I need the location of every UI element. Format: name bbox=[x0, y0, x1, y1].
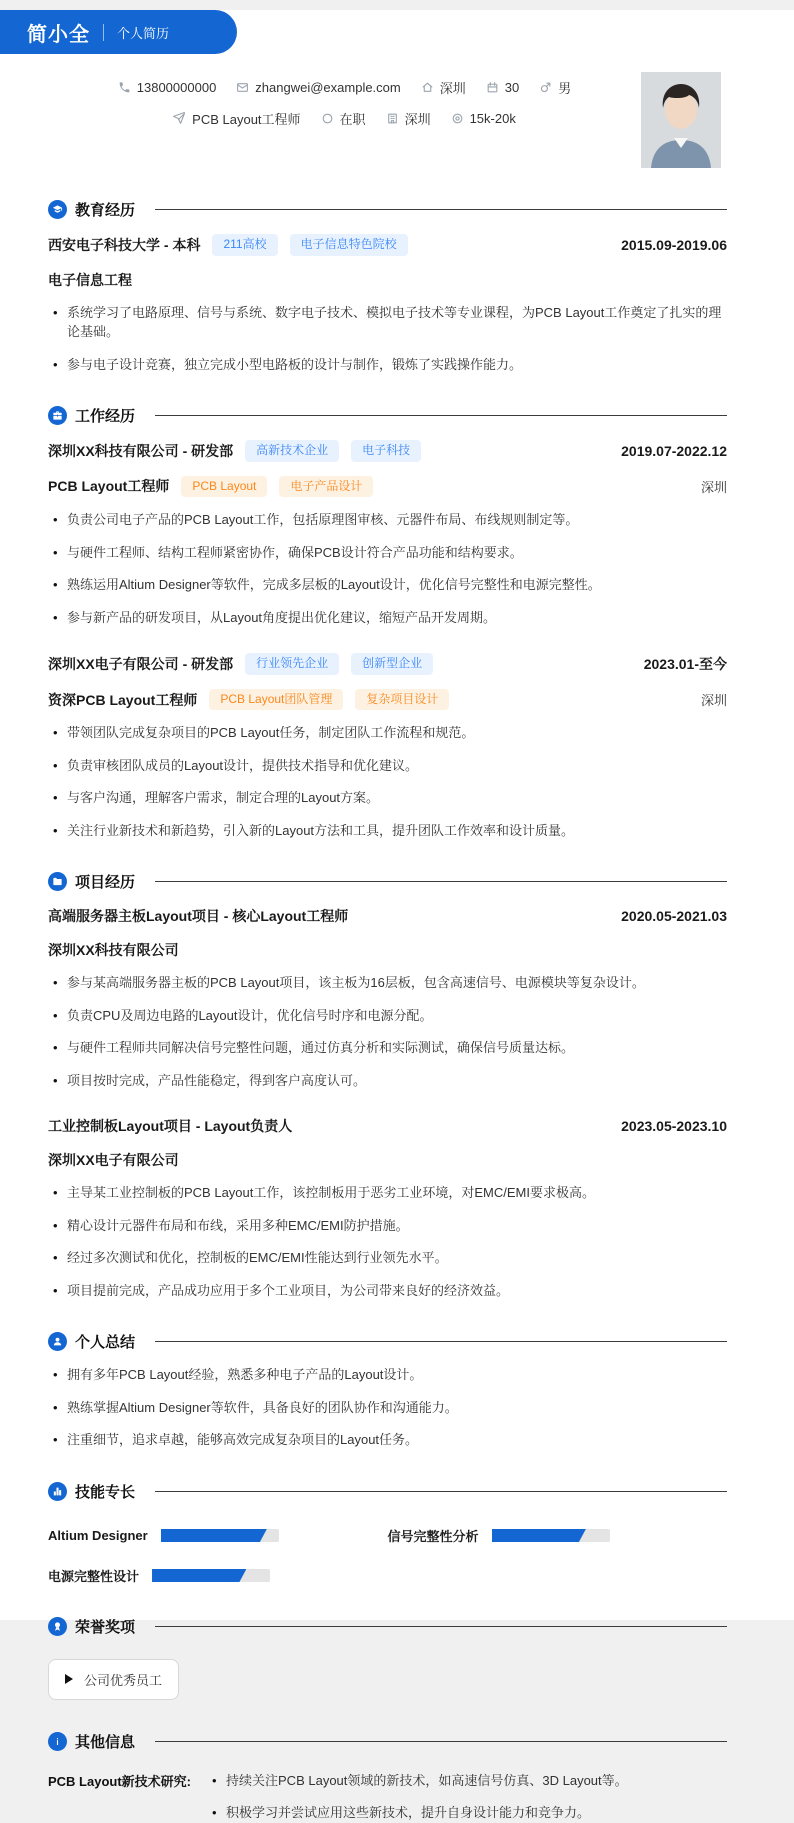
male-icon bbox=[539, 81, 552, 94]
entry-title: 深圳XX电子有限公司 - 研发部 bbox=[48, 656, 234, 673]
section-skills bbox=[48, 1481, 727, 1585]
bullet-item: • 持续关注PCB Layout领域的新技术，如高速信号仿真、3D Layout等。 bbox=[207, 1771, 727, 1791]
phone-icon bbox=[118, 81, 131, 94]
entry-title: 深圳XX科技有限公司 - 研发部 bbox=[48, 442, 234, 459]
section-title: 个人总结 bbox=[75, 1334, 136, 1352]
honor-chip[interactable] bbox=[48, 1659, 179, 1700]
tag-blue: 创新型企业 bbox=[351, 653, 433, 675]
skill-bar-fill bbox=[161, 1529, 267, 1542]
entry-subtitle-row bbox=[48, 1150, 727, 1170]
entry-subtitle-group bbox=[48, 689, 449, 711]
entry-title-group bbox=[48, 1116, 292, 1136]
bullet-item: • 与硬件工程师、结构工程师紧密协作，确保PCB设计符合产品功能和结构要求。 bbox=[48, 543, 727, 563]
entry bbox=[48, 234, 727, 374]
home-icon bbox=[421, 81, 434, 94]
contact-info bbox=[48, 72, 641, 128]
skill-name: Altium Designer bbox=[48, 1527, 148, 1543]
entry bbox=[48, 653, 727, 840]
chips-row bbox=[48, 1659, 727, 1700]
contact-text: 男 bbox=[558, 81, 572, 96]
labeled-item bbox=[48, 1758, 727, 1823]
entry-subtitle-group bbox=[48, 476, 373, 498]
entry-subtitle-group bbox=[48, 940, 179, 960]
bullet-item: • 熟练掌握Altium Designer等软件，具备良好的团队协作和沟通能力。 bbox=[48, 1398, 727, 1418]
bullet-item: • 与硬件工程师共同解决信号完整性问题，通过仿真分析和实际测试，确保信号质量达标。 bbox=[48, 1038, 727, 1058]
send-icon bbox=[173, 112, 186, 125]
status-icon bbox=[321, 112, 334, 125]
contact-item-home bbox=[421, 78, 466, 97]
entry-subtitle-row bbox=[48, 689, 727, 711]
bullet-list bbox=[48, 1365, 727, 1450]
entry-date: 2023.01-至今 bbox=[643, 656, 727, 673]
bullet-item: • 负责CPU及周边电路的Layout设计，优化信号时序和电源分配。 bbox=[48, 1006, 727, 1026]
contact-item-send bbox=[173, 109, 300, 128]
section-header bbox=[48, 1616, 727, 1637]
entry-subtitle: 深圳XX科技有限公司 bbox=[48, 942, 179, 959]
entry-title-group bbox=[48, 234, 408, 256]
briefcase-icon bbox=[48, 406, 67, 425]
bullet-item: • 负责审核团队成员的Layout设计，提供技术指导和优化建议。 bbox=[48, 756, 727, 776]
section-rule bbox=[155, 1491, 727, 1492]
entry-subtitle: PCB Layout工程师 bbox=[48, 478, 170, 495]
resume-page bbox=[0, 10, 794, 1821]
section-rule bbox=[155, 209, 727, 210]
entry-title: 高端服务器主板Layout项目 - 核心Layout工程师 bbox=[48, 908, 349, 925]
entry-title-row bbox=[48, 1116, 727, 1136]
bullet-item: • 参与新产品的研发项目，从Layout角度提出优化建议，缩短产品开发周期。 bbox=[48, 608, 727, 628]
bullet-list bbox=[48, 303, 727, 375]
entry-location: 深圳 bbox=[700, 693, 727, 709]
entry-title-group bbox=[48, 906, 348, 926]
profile-photo bbox=[641, 72, 721, 168]
avatar bbox=[641, 72, 721, 168]
folder-icon bbox=[48, 872, 67, 891]
bullet-item: • 精心设计元器件布局和布线，采用多种EMC/EMI防护措施。 bbox=[48, 1216, 727, 1236]
bullet-item: • 系统学习了电路原理、信号与系统、数字电子技术、模拟电子技术等专业课程，为PCB Layout工作奠定了扎实的理论基础。 bbox=[48, 303, 727, 342]
entry-subtitle-row bbox=[48, 270, 727, 290]
bullet-list bbox=[48, 973, 727, 1090]
section-projects bbox=[48, 871, 727, 1300]
entry-title-row bbox=[48, 653, 727, 675]
entry-title: 西安电子科技大学 - 本科 bbox=[48, 236, 201, 253]
section-education bbox=[48, 199, 727, 374]
tag-orange: PCB Layout团队管理 bbox=[209, 689, 343, 711]
contact-row-2 bbox=[173, 109, 516, 128]
section-header bbox=[48, 405, 727, 426]
user-icon bbox=[48, 1332, 67, 1351]
skill-row bbox=[48, 1566, 388, 1585]
section-title: 其他信息 bbox=[75, 1733, 136, 1751]
contact-text: PCB Layout工程师 bbox=[192, 112, 301, 127]
entry-title-row bbox=[48, 440, 727, 462]
section-header bbox=[48, 1731, 727, 1752]
header-ribbon bbox=[0, 10, 237, 54]
contact-row-1 bbox=[118, 78, 571, 97]
entry-subtitle: 深圳XX电子有限公司 bbox=[48, 1152, 179, 1169]
contact-text: 13800000000 bbox=[136, 80, 217, 95]
section-title: 工作经历 bbox=[75, 408, 136, 426]
bullet-item: • 主导某工业控制板的PCB Layout工作，该控制板用于恶劣工业环境，对EMC/EMI要求极高。 bbox=[48, 1183, 727, 1203]
chip-label: 公司优秀员工 bbox=[84, 1672, 163, 1688]
skill-row bbox=[388, 1526, 728, 1545]
entry-date: 2023.05-2023.10 bbox=[621, 1118, 727, 1135]
brand-name: 简小全 bbox=[27, 23, 90, 46]
contact-text: 在职 bbox=[339, 112, 366, 127]
bullet-item: • 参与电子设计竞赛，独立完成小型电路板的设计与制作，锻炼了实践操作能力。 bbox=[48, 355, 727, 375]
contact-text: zhangwei@example.com bbox=[255, 80, 401, 95]
section-title: 荣誉奖项 bbox=[75, 1618, 136, 1636]
contact-text: 深圳 bbox=[439, 81, 466, 96]
contact-item-calendar bbox=[486, 80, 519, 95]
skill-name: 电源完整性设计 bbox=[48, 1568, 140, 1584]
tag-blue: 211高校 bbox=[212, 234, 277, 256]
calendar-icon bbox=[486, 81, 499, 94]
entry-title: 工业控制板Layout项目 - Layout负责人 bbox=[48, 1118, 293, 1135]
entry bbox=[48, 440, 727, 627]
graduation-cap-icon bbox=[48, 200, 67, 219]
section-header bbox=[48, 871, 727, 892]
bullet-list bbox=[48, 1183, 727, 1300]
section-work bbox=[48, 405, 727, 840]
section-title: 项目经历 bbox=[75, 874, 136, 892]
bullet-item: • 熟练运用Altium Designer等软件，完成多层板的Layout设计，优化信号完整性和电源完整性。 bbox=[48, 575, 727, 595]
section-rule bbox=[155, 1341, 727, 1342]
entry-subtitle-row bbox=[48, 476, 727, 498]
tag-orange: PCB Layout bbox=[181, 476, 267, 498]
tag-blue: 高新技术企业 bbox=[245, 440, 339, 462]
entry bbox=[48, 906, 727, 1090]
play-icon bbox=[65, 1674, 73, 1684]
tag-blue: 电子科技 bbox=[351, 440, 421, 462]
bullet-item: • 积极学习并尝试应用这些新技术，提升自身设计能力和竞争力。 bbox=[207, 1803, 727, 1823]
section-honors bbox=[48, 1616, 727, 1700]
section-rule bbox=[155, 1741, 727, 1742]
entry-subtitle-group bbox=[48, 1150, 179, 1170]
bullet-item: • 参与某高端服务器主板的PCB Layout项目，该主板为16层板，包含高速信号、电源模块等复杂设计。 bbox=[48, 973, 727, 993]
section-title: 技能专长 bbox=[75, 1483, 136, 1501]
section-header bbox=[48, 1331, 727, 1352]
skills-grid bbox=[48, 1526, 727, 1585]
section-title: 教育经历 bbox=[75, 202, 136, 219]
skill-row bbox=[48, 1526, 388, 1545]
contact-item-mail bbox=[236, 80, 400, 95]
section-other bbox=[48, 1731, 727, 1823]
skill-bar-fill bbox=[492, 1529, 586, 1542]
bullet-item: • 项目按时完成，产品性能稳定，得到客户高度认可。 bbox=[48, 1071, 727, 1091]
summary-body bbox=[48, 1365, 727, 1450]
target-icon bbox=[451, 112, 464, 125]
building-icon bbox=[386, 112, 399, 125]
bullet-item: • 负责公司电子产品的PCB Layout工作，包括原理图审核、元器件布局、布线规则制定等。 bbox=[48, 510, 727, 530]
entry-date: 2015.09-2019.06 bbox=[621, 236, 727, 253]
skill-bar-track bbox=[161, 1529, 279, 1542]
entry-subtitle: 电子信息工程 bbox=[48, 271, 132, 288]
info-icon bbox=[48, 1732, 67, 1751]
entry-date: 2020.05-2021.03 bbox=[621, 908, 727, 925]
contact-item-building bbox=[386, 109, 431, 128]
tag-blue: 电子信息特色院校 bbox=[290, 234, 408, 256]
section-rule bbox=[155, 1626, 727, 1627]
entry-title-row bbox=[48, 906, 727, 926]
mail-icon bbox=[236, 81, 249, 94]
entry-title-group bbox=[48, 440, 421, 462]
bullet-list bbox=[207, 1758, 727, 1823]
entry-subtitle: 资深PCB Layout工程师 bbox=[48, 691, 198, 708]
section-rule bbox=[155, 415, 727, 416]
entry-date: 2019.07-2022.12 bbox=[621, 442, 727, 459]
bullet-list bbox=[48, 510, 727, 627]
contact-text: 30 bbox=[504, 80, 520, 95]
contact-item-status bbox=[321, 109, 366, 128]
resume-sections bbox=[48, 199, 727, 1823]
bullet-item: • 关注行业新技术和新趋势，引入新的Layout方法和工具，提升团队工作效率和设计质量。 bbox=[48, 821, 727, 841]
bullet-item: • 与客户沟通，理解客户需求，制定合理的Layout方案。 bbox=[48, 788, 727, 808]
entry-subtitle-group bbox=[48, 270, 132, 290]
tag-blue: 行业领先企业 bbox=[245, 653, 339, 675]
chart-icon bbox=[48, 1482, 67, 1501]
contact-text: 深圳 bbox=[404, 112, 431, 127]
tag-orange: 电子产品设计 bbox=[279, 476, 373, 498]
section-header bbox=[48, 1481, 727, 1502]
entry-title-group bbox=[48, 653, 433, 675]
bullet-list bbox=[48, 723, 727, 840]
skill-bar-track bbox=[152, 1569, 270, 1582]
brand-divider bbox=[103, 24, 104, 41]
entry bbox=[48, 1116, 727, 1300]
bullet-item: • 带领团队完成复杂项目的PCB Layout任务，制定团队工作流程和规范。 bbox=[48, 723, 727, 743]
bullet-item: • 注重细节，追求卓越，能够高效完成复杂项目的Layout任务。 bbox=[48, 1430, 727, 1450]
tag-orange: 复杂项目设计 bbox=[355, 689, 449, 711]
bullet-item: • 经过多次测试和优化，控制板的EMC/EMI性能达到行业领先水平。 bbox=[48, 1248, 727, 1268]
brand-subtitle: 个人简历 bbox=[117, 25, 170, 41]
skill-name: 信号完整性分析 bbox=[387, 1528, 479, 1544]
contact-item-target bbox=[451, 111, 516, 126]
entry-location: 深圳 bbox=[700, 479, 727, 495]
labeled-item-label: PCB Layout新技术研究: bbox=[48, 1773, 192, 1789]
contact-item-phone bbox=[118, 80, 217, 95]
section-summary bbox=[48, 1331, 727, 1450]
section-header bbox=[48, 199, 727, 220]
skill-bar-track bbox=[492, 1529, 610, 1542]
section-rule bbox=[155, 881, 727, 882]
bullet-item: • 项目提前完成，产品成功应用于多个工业项目，为公司带来良好的经济效益。 bbox=[48, 1281, 727, 1301]
skill-bar-fill bbox=[152, 1569, 246, 1582]
contact-text: 15k-20k bbox=[469, 111, 516, 126]
bullet-item: • 拥有多年PCB Layout经验，熟悉多种电子产品的Layout设计。 bbox=[48, 1365, 727, 1385]
entry-title-row bbox=[48, 234, 727, 256]
profile-strip bbox=[48, 72, 721, 168]
medal-icon bbox=[48, 1617, 67, 1636]
entry-subtitle-row bbox=[48, 940, 727, 960]
contact-item-male bbox=[539, 78, 571, 97]
